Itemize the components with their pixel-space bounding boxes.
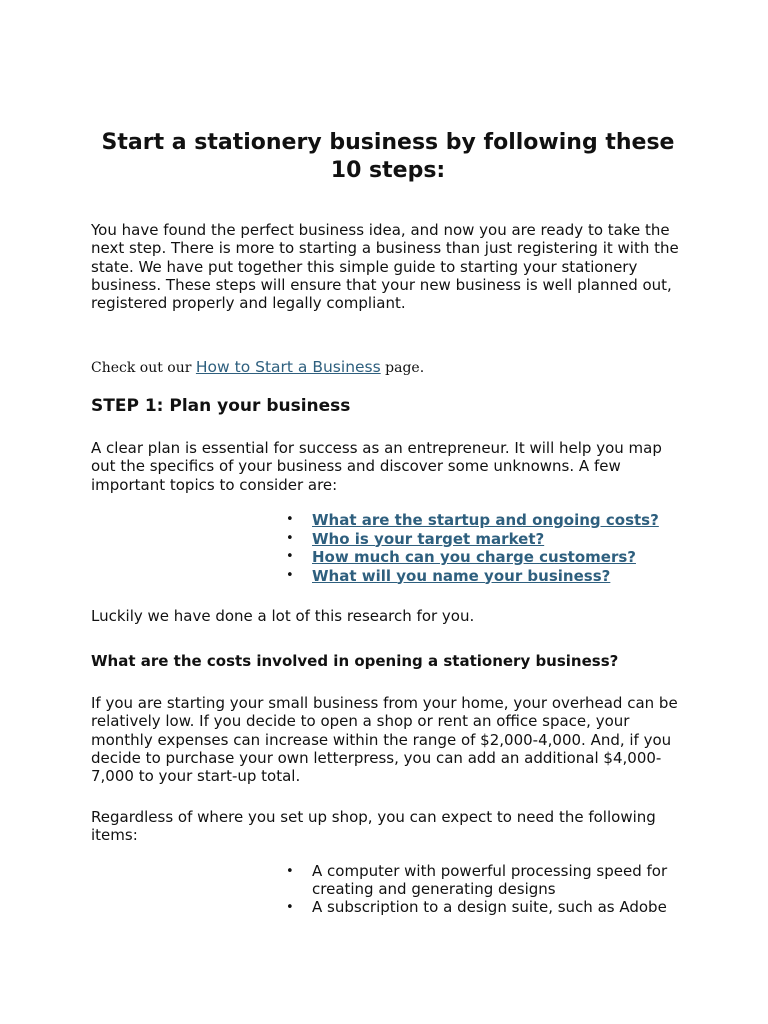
bullet-icon: • — [286, 864, 294, 879]
costs-paragraph: If you are starting your small business from your home, your overhead can be relatively low. If you decide to open a shop or rent an office space, your monthly expenses can increase within the range of $2,000-4,000. And, if you decide to purchase your own letterpress, you can add an additional $4,000-7,000 to your start-up total. — [91, 694, 678, 786]
list-item — [286, 567, 686, 586]
topic-link-naming[interactable]: What will you name your business? — [312, 566, 611, 585]
topic-link-costs[interactable]: What are the startup and ongoing costs? — [312, 511, 659, 529]
item-text: A computer with powerful processing speed for creating and generating designs — [312, 862, 668, 898]
item-text: A subscription to a design suite, such as Adobe — [312, 898, 667, 917]
bullet-icon: • — [286, 900, 294, 916]
how-to-start-business-link[interactable]: How to Start a Business — [195, 358, 381, 376]
list-item — [286, 548, 686, 567]
bullet-icon: • — [286, 530, 294, 546]
list-item — [286, 511, 686, 530]
items-list — [286, 863, 686, 918]
check-out-suffix: page. — [380, 360, 425, 376]
regardless-paragraph: Regardless of where you set up shop, you can expect to need the following items: — [91, 808, 656, 845]
topics-list — [286, 511, 686, 585]
topic-link-pricing[interactable]: How much can you charge customers? — [312, 548, 636, 566]
page-title: Start a stationery business by following these 10 steps: — [101, 130, 675, 183]
step-1-paragraph: A clear plan is essential for success as an entrepreneur. It will help you map out the specifics of your business and discover some unknowns. A few important topics to consider are: — [91, 439, 662, 494]
list-item — [286, 530, 686, 549]
intro-paragraph: You have found the perfect business idea, and now you are ready to take the next step. There is more to starting a business than just registering it with the state. We have put together this simple guide to starting your stationery business. These steps will ensure that your new business is well planned out, registered properly and legally compliant. — [91, 221, 679, 313]
list-item — [286, 863, 686, 898]
costs-heading: What are the costs involved in opening a stationery business? — [91, 652, 619, 670]
bullet-icon: • — [286, 512, 294, 527]
luckily-paragraph: Luckily we have done a lot of this research for you. — [91, 607, 475, 625]
bullet-icon: • — [286, 549, 294, 564]
check-out-line — [91, 357, 424, 378]
topic-link-target-market[interactable]: Who is your target market? — [312, 529, 545, 548]
check-out-prefix: Check out our — [91, 360, 196, 376]
bullet-icon: • — [286, 567, 294, 583]
step-1-heading: STEP 1: Plan your business — [91, 396, 351, 416]
list-item — [286, 899, 686, 917]
